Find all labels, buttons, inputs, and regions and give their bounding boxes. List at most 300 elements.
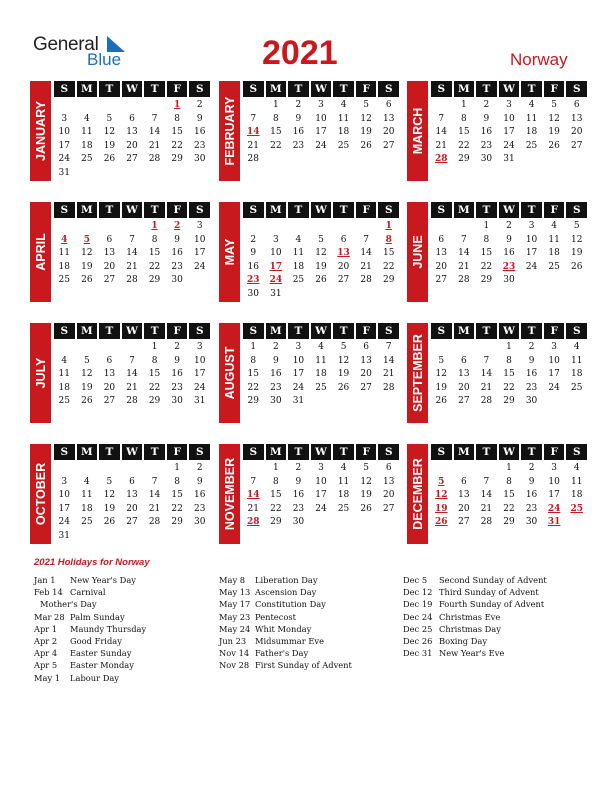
day-cell: 16 — [171, 369, 183, 379]
day-cell: 22 — [503, 503, 515, 514]
holiday-row — [34, 611, 146, 623]
day-grid — [431, 99, 587, 167]
day-cell: 16 — [503, 248, 515, 258]
day-cell: 10 — [292, 355, 305, 366]
day-cell: 4 — [295, 234, 302, 245]
holiday-day-cell: 8 — [385, 234, 392, 245]
holiday-day-cell: 1 — [151, 221, 158, 231]
day-cell: 16 — [247, 261, 259, 272]
day-cell: 1 — [506, 463, 512, 473]
day-cell: 25 — [548, 261, 560, 272]
day-cell: 12 — [360, 113, 372, 124]
day-cell: 29 — [171, 517, 183, 527]
holiday-name: Midsummar Eve — [255, 636, 325, 647]
day-cell: 25 — [58, 396, 70, 406]
day-cell: 6 — [460, 476, 467, 487]
weekday-label: F — [167, 202, 188, 218]
day-cell: 16 — [193, 127, 206, 137]
day-cell: 27 — [360, 382, 372, 393]
day-cell: 13 — [382, 476, 395, 487]
day-cell: 15 — [270, 490, 282, 500]
day-cell: 14 — [360, 248, 372, 258]
weekday-label: M — [77, 323, 98, 339]
month-label — [219, 81, 240, 181]
weekday-label: F — [544, 202, 565, 218]
day-cell: 14 — [148, 490, 161, 500]
holiday-date: Dec 12 — [403, 587, 433, 598]
month-label — [219, 444, 240, 544]
day-cell: 11 — [315, 355, 327, 366]
day-cell: 27 — [126, 154, 138, 164]
day-cell: 22 — [382, 261, 395, 272]
holiday-date: Nov 14 — [219, 648, 250, 659]
weekday-label: T — [521, 202, 542, 218]
day-cell: 3 — [61, 113, 68, 124]
holiday-day-cell: 13 — [337, 248, 350, 258]
day-grid — [243, 341, 399, 409]
weekday-label: T — [288, 323, 309, 339]
holiday-name: Christmas Day — [439, 623, 501, 634]
day-cell: 7 — [363, 234, 369, 245]
holiday-date: May 24 — [219, 623, 251, 634]
day-cell: 9 — [506, 234, 512, 245]
day-cell: 14 — [126, 369, 138, 379]
day-cell: 8 — [272, 113, 279, 124]
day-cell: 10 — [315, 476, 327, 487]
empty-day-cell — [476, 462, 497, 476]
day-cell: 4 — [83, 113, 90, 124]
day-cell: 24 — [503, 140, 515, 151]
day-cell: 20 — [103, 261, 116, 272]
day-cell: 21 — [126, 261, 138, 272]
day-cell: 18 — [570, 490, 583, 500]
weekday-label: T — [144, 444, 165, 460]
holiday-row — [219, 598, 352, 610]
holiday-day-cell: 28 — [435, 154, 448, 164]
day-cell: 2 — [295, 463, 302, 473]
day-cell: 3 — [318, 463, 324, 473]
day-cell: 10 — [193, 234, 206, 245]
day-cell: 11 — [81, 490, 93, 500]
day-cell: 12 — [360, 476, 372, 487]
month-label — [219, 202, 240, 302]
empty-day-cell — [99, 462, 120, 476]
empty-day-cell — [144, 99, 165, 113]
day-cell: 19 — [315, 261, 327, 272]
holiday-row — [403, 623, 547, 635]
day-cell: 18 — [315, 369, 327, 379]
day-cell: 20 — [103, 382, 116, 393]
day-cell: 3 — [196, 221, 203, 231]
day-cell: 8 — [174, 113, 180, 124]
day-cell: 28 — [126, 396, 138, 406]
day-cell: 5 — [363, 463, 369, 473]
day-cell: 25 — [292, 275, 305, 285]
holiday-column — [34, 574, 146, 684]
day-cell: 18 — [337, 490, 350, 500]
holiday-day-cell: 17 — [269, 261, 283, 272]
day-cell: 13 — [570, 113, 583, 124]
holiday-row — [34, 586, 146, 598]
holiday-date: Feb 14 — [34, 587, 63, 598]
empty-day-cell — [99, 99, 120, 113]
day-cell: 19 — [548, 127, 560, 137]
weekday-label: S — [54, 81, 75, 97]
day-cell: 11 — [292, 248, 305, 258]
day-cell: 21 — [382, 369, 395, 379]
day-cell: 22 — [148, 261, 161, 272]
day-grid — [243, 220, 399, 301]
day-cell: 8 — [506, 476, 512, 487]
day-cell: 19 — [81, 382, 93, 393]
holiday-row — [219, 635, 352, 647]
month-name: MAY — [222, 238, 237, 266]
day-cell: 21 — [126, 382, 138, 393]
holiday-name: Christmas Eve — [439, 611, 501, 622]
day-cell: 30 — [171, 275, 183, 285]
day-cell: 3 — [272, 234, 279, 245]
logo — [33, 34, 133, 70]
month-march — [407, 81, 587, 191]
day-cell: 25 — [525, 140, 538, 151]
holiday-name: Carnival — [70, 587, 106, 598]
weekday-label: W — [311, 444, 332, 460]
logo-blue-text: Blue — [87, 50, 122, 69]
holiday-column — [219, 574, 352, 672]
day-cell: 17 — [315, 127, 327, 137]
empty-day-cell — [54, 99, 75, 113]
weekday-header — [431, 323, 587, 339]
day-cell: 11 — [58, 248, 70, 258]
day-cell: 20 — [126, 503, 138, 514]
day-cell: 18 — [337, 127, 350, 137]
day-cell: 22 — [270, 140, 282, 151]
day-cell: 7 — [129, 355, 135, 366]
weekday-label: S — [431, 444, 452, 460]
day-cell: 11 — [337, 113, 350, 124]
weekday-label: F — [356, 323, 377, 339]
weekday-label: W — [122, 202, 143, 218]
weekday-label: T — [288, 81, 309, 97]
day-cell: 10 — [503, 113, 515, 124]
day-cell: 19 — [103, 503, 116, 514]
month-august — [219, 323, 399, 433]
day-cell: 20 — [435, 261, 447, 272]
day-cell: 13 — [103, 248, 116, 258]
weekday-label: S — [431, 81, 452, 97]
day-cell: 29 — [503, 396, 515, 406]
weekday-header — [54, 81, 210, 97]
day-cell: 23 — [292, 503, 305, 514]
day-cell: 29 — [247, 396, 259, 406]
weekday-label: S — [243, 202, 264, 218]
weekday-label: T — [99, 444, 120, 460]
month-name: APRIL — [33, 233, 48, 271]
day-cell: 12 — [315, 248, 327, 258]
day-cell: 30 — [525, 517, 538, 527]
weekday-label: W — [122, 444, 143, 460]
day-cell: 6 — [385, 463, 392, 473]
day-cell: 19 — [337, 369, 350, 379]
empty-day-cell — [454, 341, 475, 355]
weekday-label: T — [99, 202, 120, 218]
weekday-label: S — [431, 323, 452, 339]
holiday-name: New Year's Day — [70, 575, 136, 585]
holiday-day-cell: 31 — [547, 517, 561, 527]
day-cell: 2 — [196, 100, 203, 110]
day-cell: 8 — [506, 355, 512, 366]
month-label — [407, 81, 428, 181]
day-cell: 26 — [548, 140, 560, 151]
day-cell: 29 — [171, 154, 183, 164]
day-cell: 28 — [247, 154, 259, 164]
day-cell: 5 — [438, 355, 445, 366]
weekday-label: T — [144, 202, 165, 218]
weekday-label: T — [521, 323, 542, 339]
holiday-row — [34, 623, 146, 635]
day-cell: 9 — [483, 113, 490, 124]
holiday-day-cell: 25 — [570, 503, 583, 514]
holiday-day-cell: 5 — [438, 476, 445, 487]
day-cell: 2 — [528, 463, 535, 473]
holiday-row — [219, 611, 352, 623]
day-cell: 2 — [528, 342, 535, 352]
day-cell: 10 — [548, 355, 560, 366]
weekday-label: F — [544, 323, 565, 339]
month-name: JANUARY — [33, 101, 48, 161]
day-cell: 17 — [503, 127, 515, 137]
empty-day-cell — [54, 462, 75, 476]
day-cell: 25 — [337, 503, 350, 514]
weekday-label: F — [544, 81, 565, 97]
holiday-name: Whit Monday — [255, 623, 312, 634]
day-cell: 13 — [103, 369, 116, 379]
holiday-day-cell: 1 — [174, 100, 181, 110]
weekday-label: T — [476, 323, 497, 339]
day-cell: 10 — [193, 355, 206, 366]
empty-day-cell — [333, 220, 354, 234]
day-cell: 4 — [340, 463, 347, 473]
day-cell: 2 — [506, 221, 512, 231]
weekday-label: T — [288, 444, 309, 460]
day-cell: 17 — [548, 369, 560, 379]
empty-day-cell — [311, 220, 332, 234]
holiday-date: Mar 28 — [34, 611, 65, 622]
day-cell: 1 — [460, 100, 467, 110]
weekday-label: M — [77, 81, 98, 97]
month-november — [219, 444, 399, 554]
weekday-label: S — [378, 323, 399, 339]
day-cell: 18 — [292, 261, 305, 272]
weekday-label: F — [356, 81, 377, 97]
day-cell: 18 — [58, 261, 70, 272]
day-cell: 31 — [58, 530, 70, 541]
day-cell: 11 — [81, 127, 93, 137]
weekday-label: S — [566, 444, 587, 460]
holiday-date: Dec 26 — [403, 636, 433, 647]
day-cell: 25 — [81, 154, 93, 164]
day-cell: 27 — [382, 140, 395, 151]
weekday-label: S — [566, 81, 587, 97]
weekday-label: S — [54, 202, 75, 218]
holiday-day-cell: 26 — [435, 517, 448, 527]
month-label — [30, 202, 51, 302]
day-cell: 25 — [570, 382, 583, 393]
day-cell: 8 — [250, 355, 257, 366]
weekday-header — [431, 202, 587, 218]
day-cell: 25 — [337, 140, 350, 151]
day-cell: 9 — [528, 476, 535, 487]
month-name: JULY — [33, 357, 48, 389]
day-cell: 11 — [525, 113, 538, 124]
weekday-label: S — [566, 323, 587, 339]
holiday-name: Father's Day — [255, 648, 309, 659]
empty-day-cell — [266, 220, 287, 234]
weekday-label: T — [333, 81, 354, 97]
empty-day-cell — [454, 462, 475, 476]
day-cell: 24 — [58, 154, 70, 164]
day-cell: 12 — [570, 234, 583, 245]
day-grid — [54, 220, 210, 288]
weekday-label: S — [189, 202, 210, 218]
day-cell: 16 — [292, 127, 305, 137]
day-cell: 5 — [573, 221, 580, 231]
holiday-date: May 17 — [219, 599, 251, 610]
empty-day-cell — [431, 462, 452, 476]
weekday-label: T — [333, 323, 354, 339]
day-cell: 5 — [106, 113, 113, 124]
day-cell: 6 — [438, 234, 445, 245]
weekday-label: T — [288, 202, 309, 218]
day-cell: 14 — [480, 490, 493, 500]
weekday-label: M — [266, 323, 287, 339]
day-cell: 31 — [292, 396, 305, 406]
month-april — [30, 202, 210, 312]
day-cell: 23 — [525, 503, 538, 514]
weekday-header — [54, 323, 210, 339]
day-cell: 8 — [272, 476, 279, 487]
day-cell: 22 — [270, 503, 282, 514]
day-cell: 31 — [58, 167, 70, 178]
weekday-label: S — [566, 202, 587, 218]
day-cell: 28 — [148, 154, 161, 164]
holiday-name: Labour Day — [70, 672, 119, 683]
holiday-day-cell: 2 — [174, 221, 181, 231]
day-cell: 21 — [148, 503, 161, 514]
holiday-name: Palm Sunday — [70, 611, 125, 622]
holiday-name: Easter Monday — [70, 660, 134, 671]
weekday-label: T — [521, 81, 542, 97]
day-cell: 15 — [171, 490, 183, 500]
day-cell: 11 — [548, 234, 560, 245]
day-cell: 6 — [340, 234, 347, 245]
day-cell: 19 — [360, 490, 372, 500]
holiday-name: Pentecost — [255, 611, 296, 622]
day-cell: 12 — [435, 369, 447, 379]
day-cell: 29 — [382, 275, 395, 285]
day-cell: 16 — [525, 369, 538, 379]
day-grid — [54, 462, 210, 543]
day-cell: 9 — [250, 248, 257, 258]
day-cell: 7 — [438, 113, 445, 124]
day-cell: 25 — [81, 517, 93, 527]
day-grid — [431, 462, 587, 530]
day-cell: 7 — [483, 476, 490, 487]
weekday-label: W — [122, 323, 143, 339]
day-cell: 17 — [193, 369, 206, 379]
day-cell: 27 — [382, 503, 395, 514]
day-cell: 6 — [460, 355, 467, 366]
day-cell: 15 — [148, 248, 161, 258]
day-cell: 5 — [551, 100, 557, 110]
day-cell: 26 — [315, 275, 327, 285]
day-cell: 10 — [270, 248, 282, 258]
day-cell: 9 — [174, 234, 180, 245]
day-cell: 10 — [525, 234, 538, 245]
day-cell: 15 — [503, 369, 515, 379]
empty-day-cell — [122, 341, 143, 355]
empty-day-cell — [144, 462, 165, 476]
empty-day-cell — [77, 220, 98, 234]
day-cell: 31 — [193, 396, 206, 406]
month-name: SEPTEMBER — [410, 334, 425, 412]
holiday-day-cell: 14 — [247, 490, 260, 500]
day-cell: 23 — [525, 382, 538, 393]
day-cell: 27 — [570, 140, 583, 151]
day-cell: 17 — [58, 503, 70, 514]
day-cell: 28 — [480, 517, 493, 527]
day-cell: 7 — [460, 234, 467, 245]
day-cell: 15 — [458, 127, 470, 137]
day-cell: 4 — [61, 355, 68, 366]
day-cell: 1 — [506, 342, 512, 352]
weekday-label: S — [243, 81, 264, 97]
day-cell: 16 — [270, 369, 282, 379]
holiday-name: Liberation Day — [255, 575, 318, 585]
day-cell: 7 — [129, 234, 135, 245]
holiday-name: Ascension Day — [255, 587, 317, 598]
holiday-day-cell: 5 — [83, 234, 90, 245]
holiday-row — [403, 635, 547, 647]
day-cell: 4 — [340, 100, 347, 110]
day-cell: 7 — [250, 476, 257, 487]
month-name: OCTOBER — [33, 462, 48, 526]
month-february — [219, 81, 399, 191]
day-cell: 5 — [106, 476, 113, 487]
day-cell: 30 — [292, 517, 305, 527]
day-cell: 12 — [81, 248, 93, 258]
day-cell: 5 — [83, 355, 90, 366]
day-cell: 20 — [458, 503, 470, 514]
weekday-label: W — [499, 444, 520, 460]
day-cell: 11 — [570, 355, 583, 366]
day-cell: 20 — [458, 382, 470, 393]
day-cell: 26 — [81, 275, 93, 285]
day-cell: 12 — [103, 127, 116, 137]
holiday-name: First Sunday of Advent — [255, 660, 352, 671]
day-grid — [54, 341, 210, 409]
holiday-row — [219, 647, 352, 659]
holiday-row — [219, 574, 352, 586]
day-cell: 9 — [295, 113, 302, 124]
day-cell: 26 — [570, 261, 583, 272]
holiday-row — [34, 672, 146, 684]
day-cell: 4 — [528, 100, 535, 110]
month-label — [219, 323, 240, 423]
day-cell: 8 — [151, 234, 158, 245]
holiday-date: Apr 5 — [34, 660, 58, 671]
day-cell: 8 — [483, 234, 490, 245]
